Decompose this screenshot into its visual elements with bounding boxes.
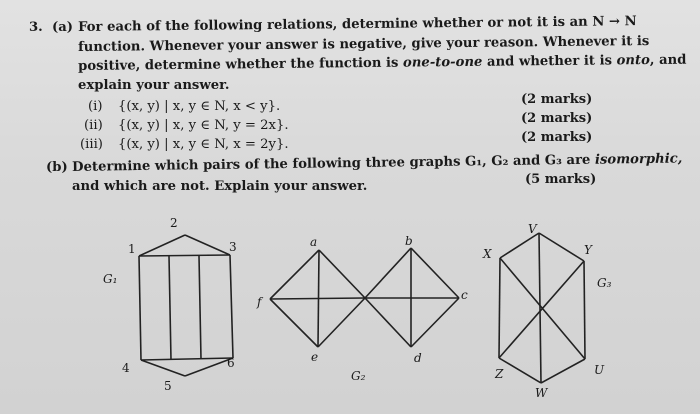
g2-edge-f-mid — [270, 298, 365, 299]
part-a-line-2: function. Whenever your answer is negative, give your reason. Whenever it is — [78, 34, 650, 55]
g1-name: G₁ — [103, 272, 118, 286]
item-i-marks: (2 marks) — [521, 92, 593, 107]
g3-edge-z-w — [499, 358, 541, 383]
graph-g2 — [270, 248, 459, 347]
g1-edge-4-6 — [141, 358, 233, 360]
g1-edge-1-2 — [139, 235, 185, 256]
g2-vertex-e: e — [311, 350, 319, 364]
graph-g1 — [139, 235, 233, 376]
g2-edge-mid-b — [365, 248, 411, 298]
g2-edge-f-e — [270, 299, 318, 347]
g2-name: G₂ — [351, 369, 366, 383]
g2-edge-a-mid — [319, 250, 365, 298]
g3-edge-y-u — [584, 261, 585, 359]
g3-edge-w-u — [541, 359, 585, 383]
part-a-label: (a) — [52, 20, 74, 35]
item-i-label: (i) — [88, 99, 103, 114]
g2-edge-a-f — [270, 250, 319, 299]
g1-edge-4-5 — [141, 360, 185, 376]
g3-vertex-y: Y — [584, 243, 592, 257]
part-b-line-1: Determine which pairs of the following three graphs G₁, G₂ and G₃ are isomorphic, — [72, 151, 683, 175]
g3-vertex-u: U — [594, 363, 605, 377]
item-iii-text: {(x, y) | x, y ∈ N, x = 2y}. — [118, 137, 289, 152]
g3-vertex-v: V — [528, 222, 537, 236]
g1-vertex-6: 6 — [227, 356, 235, 370]
g3-vertex-z: Z — [495, 367, 504, 381]
g3-vertex-x: X — [483, 247, 492, 261]
g1-vertex-5: 5 — [164, 379, 172, 393]
g3-edge-v-y — [539, 233, 584, 261]
g2-edge-a-e — [318, 250, 319, 347]
g2-edge-e-mid — [318, 298, 365, 347]
part-b-label: (b) — [46, 160, 68, 175]
g1-edge-inner-left — [169, 256, 171, 360]
part-b-marks: (5 marks) — [525, 172, 597, 187]
g2-edge-d-mid — [365, 298, 411, 347]
g1-edge-3-6 — [230, 255, 233, 358]
g3-edge-x-v — [500, 233, 539, 258]
g2-edge-b-c — [411, 248, 459, 298]
g3-edge-v-w — [539, 233, 541, 383]
g2-vertex-f: f — [257, 295, 262, 309]
part-a-line-1: For each of the following relations, determine whether or not it is an N → N — [78, 14, 637, 35]
item-i-text: {(x, y) | x, y ∈ N, x < y}. — [118, 99, 281, 114]
part-a-line-4: explain your answer. — [78, 78, 230, 93]
graph-g3 — [499, 233, 585, 383]
g3-edge-x-z — [499, 258, 500, 358]
part-a-line-3: positive, determine whether the function is one-to-one and whether it is onto, and — [78, 52, 687, 74]
item-iii-marks: (2 marks) — [521, 130, 593, 145]
g2-vertex-d: d — [414, 351, 422, 365]
g1-vertex-4: 4 — [122, 361, 130, 375]
g1-edge-5-6 — [185, 358, 233, 376]
g3-vertex-w: W — [535, 386, 548, 400]
g3-name: G₃ — [597, 276, 612, 290]
g2-vertex-c: c — [461, 288, 468, 302]
g1-vertex-2: 2 — [170, 216, 178, 230]
question-number: 3. — [29, 20, 43, 35]
g2-vertex-a: a — [310, 235, 318, 249]
item-iii-label: (iii) — [80, 137, 103, 152]
g1-edge-2-3 — [185, 235, 230, 255]
g1-edge-1-3 — [139, 255, 230, 256]
g1-vertex-1: 1 — [128, 242, 136, 256]
item-ii-text: {(x, y) | x, y ∈ N, y = 2x}. — [118, 118, 289, 133]
g1-edge-1-4 — [139, 256, 141, 360]
g2-vertex-b: b — [405, 234, 413, 248]
g1-edge-inner-right — [199, 256, 201, 359]
part-b-line-2: and which are not. Explain your answer. — [72, 179, 368, 194]
g2-edge-c-d — [411, 298, 459, 347]
item-ii-label: (ii) — [84, 118, 103, 133]
item-ii-marks: (2 marks) — [521, 111, 593, 126]
g1-vertex-3: 3 — [229, 240, 237, 254]
